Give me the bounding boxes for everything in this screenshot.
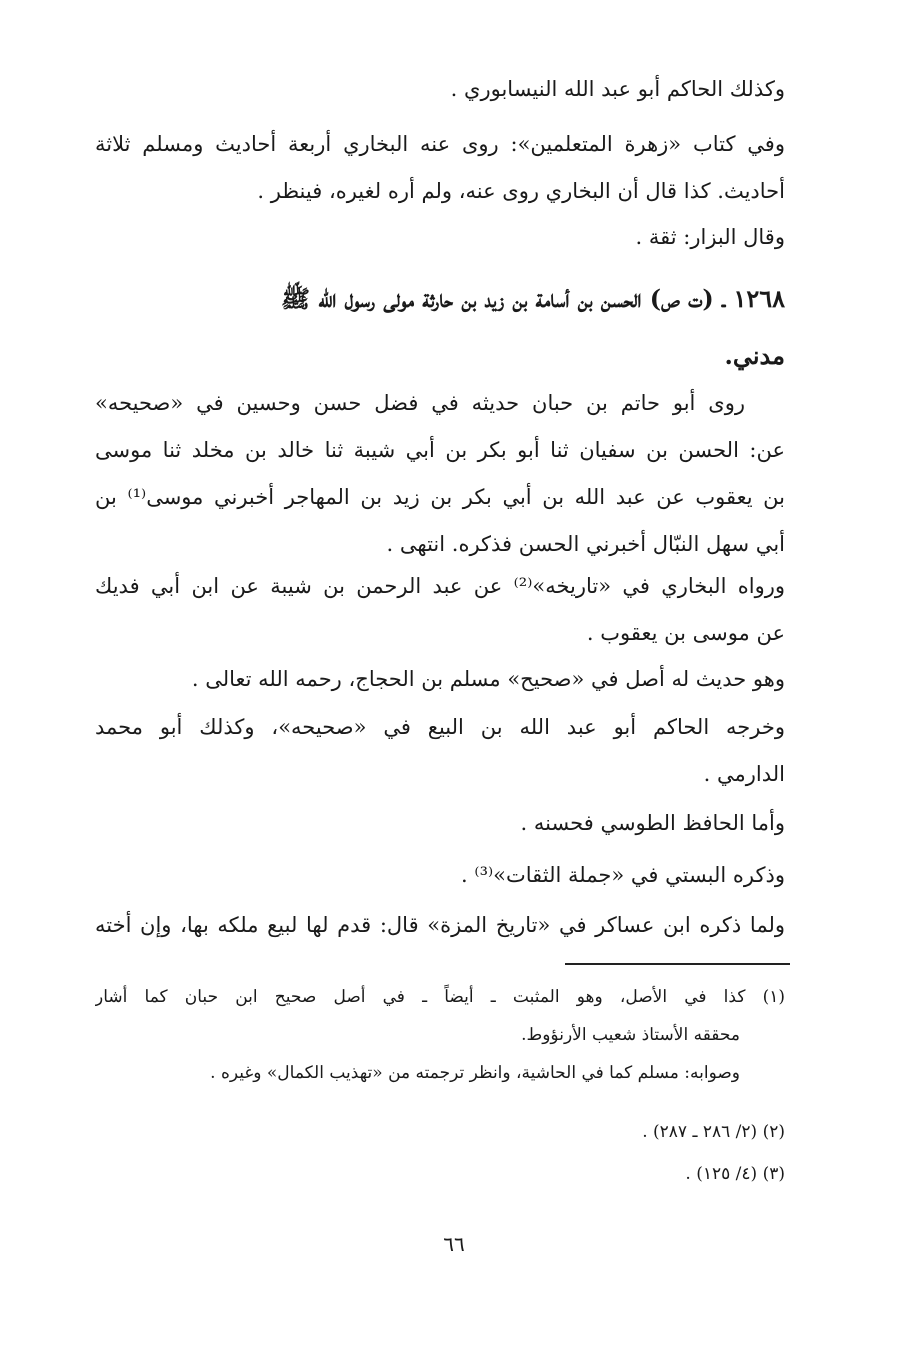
footnote-1 xyxy=(95,978,785,1092)
footnote-line: (٣) (٤/ ١٢٥) . xyxy=(685,1164,785,1184)
paragraph-bazzar xyxy=(95,214,785,261)
heading-line: ١٢٦٨ ـ (ت ص) الحسن بن أسامة بن زيد بن حارثة مولى رسول الله ﷺ xyxy=(281,284,785,313)
text-line: ولما ذكره ابن عساكر في «تاريخ المزة» قال: قدم لها لبيع ملكه بها، وإن أخته xyxy=(95,913,785,937)
footnote-line: (١) كذا في الأصل، وهو المثبت ـ أيضاً ـ في أصل صحيح ابن حبان كما أشار xyxy=(95,987,785,1007)
heading-line: مدني. xyxy=(724,341,785,370)
text-line: وقال البزار: ثقة . xyxy=(635,225,785,249)
text-line: وهو حديث له أصل في «صحيح» مسلم بن الحجاج، رحمه الله تعالى . xyxy=(191,667,785,691)
text-line: الدارمي . xyxy=(703,762,785,786)
footnote-separator xyxy=(565,963,790,965)
text-line: أبي سهل النبّال أخبرني الحسن فذكره. انتهى . xyxy=(386,532,785,556)
text-line: وخرجه الحاكم أبو عبد الله بن البيع في «صحيحه»، وكذلك أبو محمد xyxy=(95,715,785,739)
paragraph-busti xyxy=(95,852,785,899)
paragraph-zahrat xyxy=(95,121,785,215)
text-line: ورواه البخاري في «تاريخه»⁽²⁾ عن عبد الرحمن بن شيبة عن ابن أبي فديك xyxy=(95,574,785,598)
paragraph-hakim xyxy=(95,66,785,113)
footnote-line: محققه الأستاذ شعيب الأرنؤوط. xyxy=(521,1025,740,1045)
text-line: وفي كتاب «زهرة المتعلمين»: روى عنه البخاري أربعة أحاديث ومسلم ثلاثة xyxy=(95,132,785,156)
paragraph-hakim-darimi xyxy=(95,704,785,798)
footnote-3 xyxy=(95,1155,785,1193)
text-line: بن يعقوب عن عبد الله بن أبي بكر بن زيد بن المهاجر أخبرني موسى⁽¹⁾ بن xyxy=(95,485,785,509)
text-line: عن: الحسن بن سفيان ثنا أبو بكر بن أبي شيبة ثنا خالد بن مخلد ثنا موسى xyxy=(95,438,785,462)
text-line: وكذلك الحاكم أبو عبد الله النيسابوري . xyxy=(450,77,785,101)
text-line: عن موسى بن يعقوب . xyxy=(586,621,785,645)
footnote-line: وصوابه: مسلم كما في الحاشية، وانظر ترجمته من «تهذيب الكمال» وغيره . xyxy=(210,1063,740,1083)
paragraph-ibn-hibban xyxy=(95,380,785,568)
paragraph-ibn-asakir xyxy=(95,902,785,949)
text-line: وأما الحافظ الطوسي فحسنه . xyxy=(520,811,785,835)
text-line: أحاديث. كذا قال أن البخاري روى عنه، ولم أره لغيره، فينظر . xyxy=(257,179,785,203)
entry-heading-text xyxy=(95,270,785,384)
paragraph-bukhari-tarikh xyxy=(95,563,785,657)
paragraph-tusi xyxy=(95,800,785,847)
footnote-line: (٢) (٢/ ٢٨٦ ـ ٢٨٧) . xyxy=(642,1122,785,1142)
page-number: ٦٦ xyxy=(443,1232,465,1256)
footnote-2 xyxy=(95,1113,785,1151)
text-line: روى أبو حاتم بن حبان حديثه في فضل حسن وحسين في «صحيحه» xyxy=(95,391,745,415)
paragraph-muslim-asl xyxy=(95,656,785,703)
text-line: وذكره البستي في «جملة الثقات»⁽³⁾ . xyxy=(461,863,785,887)
